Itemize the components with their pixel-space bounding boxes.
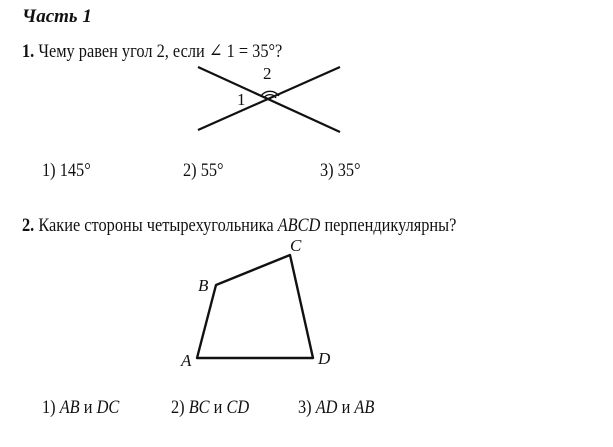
q2-answer-3-conj: и xyxy=(341,397,351,418)
question-1-number: 1. xyxy=(22,41,35,62)
q2-answer-2-conj: и xyxy=(213,397,223,418)
q2-answer-1-number: 1) xyxy=(42,397,56,418)
section-title: Часть 1 xyxy=(22,6,92,27)
angle-2-label: 2 xyxy=(263,64,272,83)
vertex-d-label: D xyxy=(318,349,331,368)
question-2-quad-name: ABCD xyxy=(277,215,321,236)
q2-answer-1-side-2: DC xyxy=(96,397,120,418)
question-1-text: Чему равен угол 2, если ∠ 1 = 35°? xyxy=(38,41,283,62)
q2-answer-2-number: 2) xyxy=(171,397,185,418)
q1-answer-3: 3) 35° xyxy=(320,160,361,181)
angle-1-label: 1 xyxy=(237,90,246,109)
q2-answer-2-side-2: CD xyxy=(226,397,250,418)
question-2-text-before: Какие стороны четырехугольника xyxy=(38,215,274,236)
q1-answer-1: 1) 145° xyxy=(42,160,91,181)
vertex-c-label: C xyxy=(290,236,302,255)
q2-answer-1-side-1: AB xyxy=(59,397,80,418)
q2-answer-3-side-1: AD xyxy=(315,397,338,418)
question-2-number: 2. xyxy=(22,215,35,236)
q2-answer-3-side-2: AB xyxy=(354,397,375,418)
vertex-a-label: A xyxy=(181,351,192,370)
q2-answer-1-conj: и xyxy=(83,397,93,418)
quadrilateral-abcd xyxy=(197,255,313,358)
question-2-text-after: перпендикулярны? xyxy=(324,215,457,236)
q1-answer-2: 2) 55° xyxy=(183,160,224,181)
q2-answer-1 xyxy=(42,397,119,419)
q2-answer-2-side-1: BC xyxy=(188,397,210,418)
q2-answer-2 xyxy=(171,397,249,419)
q2-answer-3 xyxy=(298,397,374,419)
q2-answer-3-number: 3) xyxy=(298,397,312,418)
vertex-b-label: B xyxy=(198,276,209,295)
